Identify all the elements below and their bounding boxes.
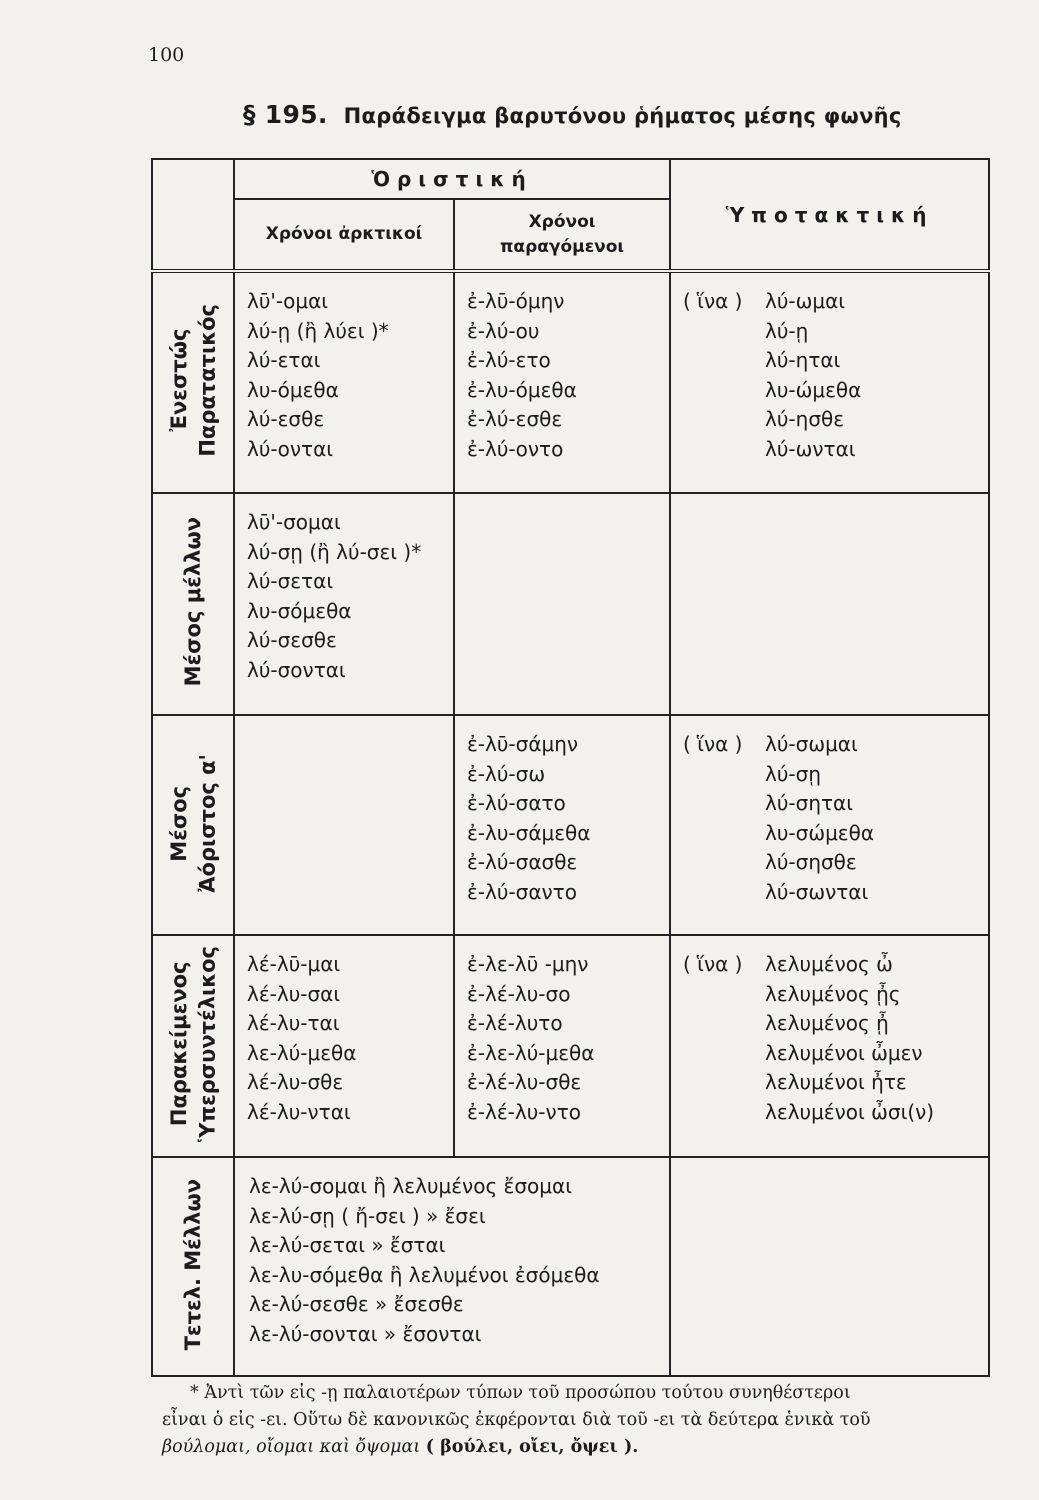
verb-form: λε-λυ-σόμεθα ἢ λελυμένοι ἐσόμεθα bbox=[249, 1262, 600, 1287]
verb-form: λυ-σόμεθα bbox=[247, 598, 352, 623]
footnote-line: * Ἀντὶ τῶν εἰς -ῃ παλαιοτέρων τύπων τοῦ προσώπου τούτου συνηθέστεροι bbox=[190, 1383, 851, 1403]
verb-form: λελυμένοι ἦτε bbox=[765, 1070, 907, 1094]
verb-form: ἐ-λύ-σασθε bbox=[467, 850, 578, 874]
verb-form: ἐ-λέ-λυ-σθε bbox=[467, 1070, 582, 1094]
header-primary-tenses: Χρόνοι ἀρκτικοί bbox=[234, 199, 454, 271]
row-label-line2: Ἀόριστος α' bbox=[195, 753, 219, 893]
verb-form: ἐ-λύ-σατο bbox=[467, 791, 566, 815]
verb-form: ἐ-λῡ-σάμην bbox=[467, 732, 579, 756]
row-label bbox=[165, 304, 222, 457]
table-row bbox=[152, 271, 989, 493]
header-secondary-tenses bbox=[454, 199, 670, 271]
verb-form: λῡ'-σομαι bbox=[247, 510, 341, 534]
row-label-cell bbox=[152, 493, 234, 715]
footnote-forms: ( βούλει, οἴει, ὄψει ). bbox=[425, 1437, 639, 1457]
row-label bbox=[165, 946, 222, 1142]
row-label bbox=[165, 754, 222, 893]
row-label-line2: Παρατατικός bbox=[195, 304, 219, 457]
row-label-line1: Μέσος bbox=[166, 785, 191, 861]
subjunctive-forms-cell bbox=[670, 1157, 989, 1376]
row-label-cell bbox=[152, 935, 234, 1157]
verb-form: λελυμένος ᾖς bbox=[765, 981, 901, 1006]
ina-particle: ( ἵνα ) bbox=[683, 289, 743, 313]
header-secondary-line2: παραγόμενοι bbox=[499, 236, 625, 257]
secondary-forms-cell bbox=[454, 935, 670, 1157]
secondary-forms-cell bbox=[454, 715, 670, 935]
header-indicative: Ὁριστική bbox=[234, 159, 670, 199]
verb-form: λύ-εται bbox=[247, 348, 321, 372]
row-label-line1: Μέσος μέλλων bbox=[180, 517, 205, 687]
verb-form: λελυμένοι ὦσι(ν) bbox=[765, 1099, 935, 1124]
verb-form: ἐ-λυ-όμεθα bbox=[467, 377, 577, 402]
row-label-cell bbox=[152, 271, 234, 493]
corner-cell bbox=[152, 159, 234, 271]
table-row bbox=[152, 935, 989, 1157]
verb-form: ἐ-λύ-σω bbox=[467, 761, 546, 786]
verb-form: λε-λύ-σομαι ἢ λελυμένος ἔσομαι bbox=[249, 1174, 572, 1198]
verb-form: ἐ-λῡ-όμην bbox=[467, 289, 565, 313]
row-label-cell bbox=[152, 715, 234, 935]
subjunctive-forms-cell bbox=[670, 493, 989, 715]
secondary-forms-cell bbox=[454, 493, 670, 715]
primary-forms-cell bbox=[234, 935, 454, 1157]
verb-form: λυ-σώμεθα bbox=[765, 820, 875, 845]
verb-form: λύ-ονται bbox=[247, 436, 334, 461]
page-number: 100 bbox=[148, 44, 185, 66]
verb-form: λύ-ῃ bbox=[765, 318, 809, 343]
verb-form: ἐ-λύ-οντο bbox=[467, 436, 564, 461]
verb-form: λέ-λυ-σαι bbox=[247, 981, 341, 1006]
row-label-line2: Ὑπερσυντέλικος bbox=[195, 945, 219, 1143]
row-label-cell bbox=[152, 1157, 234, 1376]
footnote-verbs: βούλομαι, οἴομαι καὶ ὄψομαι bbox=[162, 1437, 421, 1457]
verb-form: ἐ-λέ-λυ-ντο bbox=[467, 1099, 581, 1124]
verb-form: λύ-σονται bbox=[247, 657, 346, 682]
verb-form: ἐ-λε-λῡ -μην bbox=[467, 952, 589, 976]
verb-form: ἐ-λύ-ετο bbox=[467, 348, 551, 372]
verb-form: λύ-σωμαι bbox=[765, 732, 858, 756]
subjunctive-forms-cell bbox=[670, 715, 989, 935]
verb-form: λύ-ωνται bbox=[765, 436, 856, 461]
verb-form: λυ-όμεθα bbox=[247, 377, 339, 402]
verb-form: λύ-εσθε bbox=[247, 407, 325, 431]
verb-form: λυ-ώμεθα bbox=[765, 377, 862, 402]
verb-form: λε-λύ-σονται » ἔσονται bbox=[249, 1321, 482, 1346]
verb-form: ἐ-λυ-σάμεθα bbox=[467, 820, 591, 845]
row-label bbox=[179, 1179, 207, 1350]
section-heading: Παράδειγμα βαρυτόνου ῥήματος μέσης φωνῆς bbox=[343, 104, 902, 128]
verb-form: λελυμένος ὦ bbox=[765, 952, 893, 976]
row-label-line1: Τετελ. Μέλλων bbox=[180, 1178, 205, 1351]
verb-form: λέ-λυ-ται bbox=[247, 1011, 340, 1035]
verb-form: ἐ-λέ-λυ-σο bbox=[467, 981, 571, 1006]
verb-form: λύ-σηται bbox=[765, 791, 853, 815]
verb-form: λέ-λυ-νται bbox=[247, 1099, 351, 1124]
verb-form: ἐ-λύ-σαντο bbox=[467, 879, 577, 904]
footnote bbox=[162, 1380, 992, 1461]
section-title bbox=[243, 100, 902, 129]
primary-forms-cell bbox=[234, 715, 454, 935]
verb-form: λύ-ωμαι bbox=[765, 289, 846, 313]
section-number: § 195. bbox=[243, 100, 328, 129]
primary-forms-cell bbox=[234, 493, 454, 715]
row-label-line1: Παρακείμενος bbox=[166, 961, 191, 1127]
ina-particle: ( ἵνα ) bbox=[683, 952, 743, 976]
verb-form: λύ-σεται bbox=[247, 569, 334, 593]
ina-particle: ( ἵνα ) bbox=[683, 732, 743, 756]
verb-form: λε-λύ-σῃ ( ἤ-σει ) » ἔσει bbox=[249, 1203, 486, 1228]
verb-form: λύ-σῃ (ἢ λύ-σει )* bbox=[247, 539, 422, 564]
future-perfect-forms-cell bbox=[234, 1157, 670, 1376]
primary-forms-cell bbox=[234, 271, 454, 493]
verb-form: λύ-σῃ bbox=[765, 761, 821, 786]
verb-form: λε-λύ-σεται » ἔσται bbox=[249, 1233, 446, 1257]
footnote-line: εἶναι ὁ εἰς -ει. Οὕτω δὲ κανονικῶς ἐκφέρονται διὰ τοῦ -ει τὰ δεύτερα ἑνικὰ τοῦ bbox=[162, 1410, 871, 1430]
table-row bbox=[152, 715, 989, 935]
header-subjunctive: Ὑποτακτική bbox=[670, 159, 989, 271]
verb-form: λελυμένος ᾖ bbox=[765, 1011, 889, 1035]
verb-form: λύ-ῃ (ἢ λύει )* bbox=[247, 318, 389, 343]
subjunctive-forms-cell bbox=[670, 935, 989, 1157]
verb-form: λελυμένοι ὦμεν bbox=[765, 1040, 923, 1065]
table-row bbox=[152, 1157, 989, 1376]
verb-form: λε-λύ-σεσθε » ἔσεσθε bbox=[249, 1292, 464, 1316]
conjugation-table bbox=[151, 158, 990, 1377]
row-label-line1: Ἐνεστώς bbox=[166, 328, 191, 433]
header-secondary-line1: Χρόνοι bbox=[528, 211, 596, 232]
verb-form: λύ-ησθε bbox=[765, 407, 845, 431]
table-row bbox=[152, 493, 989, 715]
verb-form: λέ-λυ-σθε bbox=[247, 1070, 344, 1094]
row-label bbox=[179, 517, 207, 686]
verb-form: λύ-ηται bbox=[765, 348, 841, 372]
verb-form: ἐ-λύ-ου bbox=[467, 318, 540, 343]
verb-form: λέ-λῡ-μαι bbox=[247, 952, 341, 976]
verb-form: λύ-σησθε bbox=[765, 850, 857, 874]
subjunctive-forms-cell bbox=[670, 271, 989, 493]
verb-form: ἐ-λέ-λυτο bbox=[467, 1011, 563, 1035]
verb-form: λε-λύ-μεθα bbox=[247, 1040, 357, 1065]
verb-form: λῡ'-ομαι bbox=[247, 289, 329, 313]
verb-form: ἐ-λύ-εσθε bbox=[467, 407, 563, 431]
verb-form: λύ-σωνται bbox=[765, 879, 869, 904]
secondary-forms-cell bbox=[454, 271, 670, 493]
verb-form: λύ-σεσθε bbox=[247, 628, 337, 652]
verb-form: ἐ-λε-λύ-μεθα bbox=[467, 1040, 595, 1065]
